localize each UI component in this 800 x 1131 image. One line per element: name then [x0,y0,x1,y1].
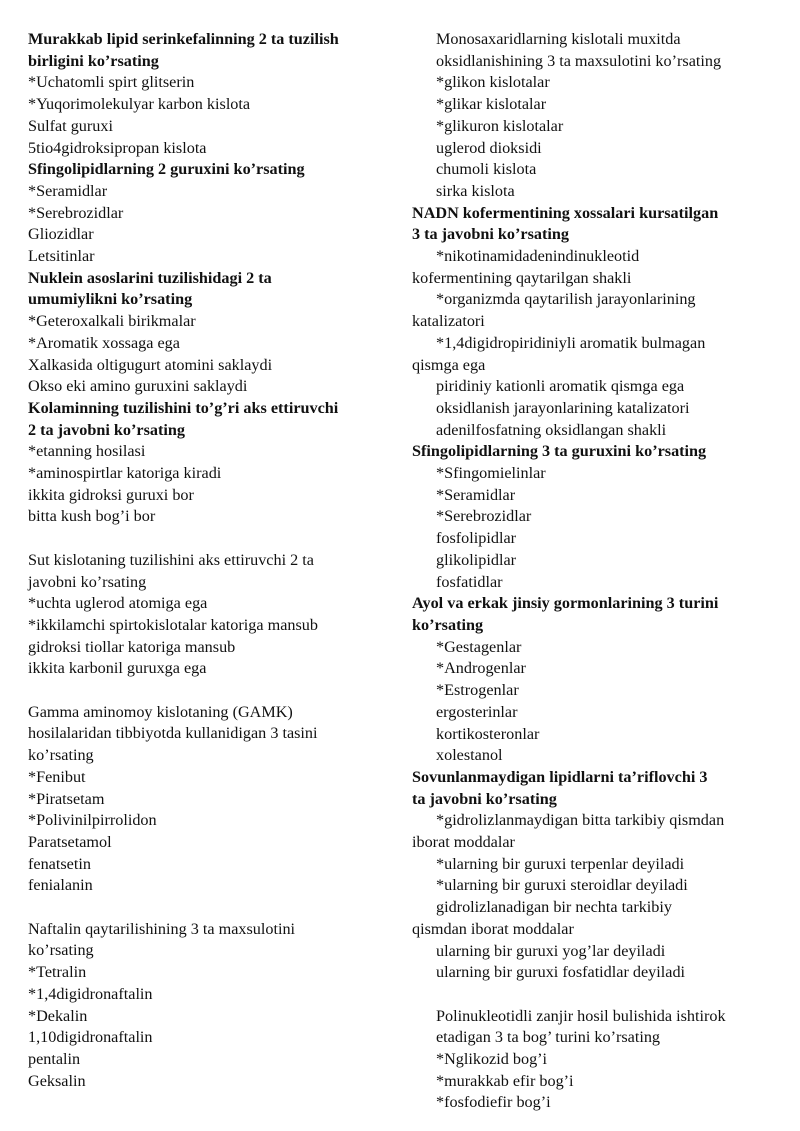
blank-line [28,680,398,702]
answer-option: Geksalin [28,1071,86,1090]
answer-option: kortikosteronlar [436,724,540,743]
answer-option: *Fenibut [28,767,86,786]
answer-option: oksidlanish jarayonlarining katalizatori [436,398,690,417]
answer-option: fenatsetin [28,854,91,873]
answer-option: *Sfingomielinlar [436,464,546,483]
question-text: ko’rsating [28,746,94,765]
question-text: Nuklein asoslarini tuzilishidagi 2 ta [28,268,272,287]
answer-option: ularning bir guruxi fosfatidlar deyiladi [436,963,686,982]
answer-option: ularning bir guruxi yog’lar deyiladi [436,941,666,960]
question-text: Sut kislotaning tuzilishini aks ettiruvchi 2 ta [28,550,314,569]
question-text: Gamma aminomoy kislotaning (GAMK) [28,702,293,721]
answer-option: *Estrogenlar [436,681,519,700]
question-text: Sovunlanmaydigan lipidlarni ta’riflovchi 3 [412,767,708,786]
answer-option: *Polivinilpirrolidon [28,811,157,830]
right-column [412,29,784,1114]
question-text: hosilalaridan tibbiyotda kullanidigan 3 tasini [28,724,318,743]
question-text: ko’rsating [412,615,484,634]
answer-option: *uchta uglerod atomiga ega [28,594,208,613]
answer-option: *ikkilamchi spirtokislotalar katoriga mansub [28,615,318,634]
answer-option: *Aromatik xossaga ega [28,333,180,352]
answer-option: ikkita gidroksi guruxi bor [28,485,194,504]
answer-option: *aminospirtlar katoriga kiradi [28,464,222,483]
answer-option: Letsitinlar [28,247,95,266]
answer-option: bitta kush bog’i bor [28,507,156,526]
answer-option-continuation: kofermentining qaytarilgan shakli [412,268,632,287]
answer-option: *Uchatomli spirt glitserin [28,73,195,92]
answer-option: Paratsetamol [28,832,112,851]
answer-option: gidrolizlanadigan bir nechta tarkibiy [436,898,672,917]
left-column [28,29,398,1092]
answer-option: *Seramidlar [28,181,108,200]
question-block [412,767,784,984]
answer-option: *Dekalin [28,1006,88,1025]
question-block [28,398,398,528]
question-text: Sfingolipidlarning 3 ta guruxini ko’rsating [412,442,707,461]
answer-option: sirka kislota [436,181,515,200]
answer-option: ergosterinlar [436,702,518,721]
question-text: Monosaxaridlarning kislotali muxitda [436,30,681,48]
answer-option: *1,4digidronaftalin [28,984,153,1003]
answer-option: adenilfosfatning oksidlangan shakli [436,420,667,439]
question-text: Sfingolipidlarning 2 guruxini ko’rsating [28,160,305,179]
answer-option-continuation: qismdan iborat moddalar [412,919,574,938]
question-block [412,593,784,767]
answer-option: chumoli kislota [436,160,537,179]
answer-option: Sulfat guruxi [28,116,113,135]
question-text: Ayol va erkak jinsiy gormonlarining 3 turini [412,594,719,613]
question-text: ko’rsating [28,941,94,960]
question-text: ta javobni ko’rsating [412,789,557,808]
answer-option: *murakkab efir bog’i [436,1071,574,1090]
answer-option: *nikotinamidadenindinukleotid [436,247,640,266]
question-block [28,268,398,398]
answer-option: *organizmda qaytarilish jarayonlarining [436,290,696,309]
answer-option: 1,10digidronaftalin [28,1028,153,1047]
question-text: Murakkab lipid serinkefalinning 2 ta tuzilish [28,30,339,48]
answer-option: glikolipidlar [436,550,517,569]
answer-option: *Piratsetam [28,789,105,808]
answer-option: *Serebrozidlar [28,203,124,222]
answer-option: *Nglikozid bog’i [436,1050,548,1069]
blank-line [28,528,398,550]
question-text: NADN kofermentining xossalari kursatilgan [412,203,719,222]
answer-option: *Androgenlar [436,659,526,678]
answer-option: *Yuqorimolekulyar karbon kislota [28,95,251,114]
question-text: Kolaminning tuzilishini to’g’ri aks ettiruvchi [28,398,339,417]
question-block [412,203,784,442]
question-text: Naftalin qaytarilishining 3 ta maxsulotini [28,919,296,938]
question-block [412,1006,784,1115]
answer-option: *ularning bir guruxi terpenlar deyiladi [436,854,685,873]
answer-option: xolestanol [436,746,503,765]
question-block [28,29,398,159]
answer-option: fenialanin [28,876,93,895]
answer-option: *etanning hosilasi [28,442,146,461]
answer-option: ikkita karbonil guruxga ega [28,659,207,678]
answer-option: *Gestagenlar [436,637,522,656]
question-text: javobni ko’rsating [28,572,147,591]
answer-option-continuation: iborat moddalar [412,833,515,852]
question-block [28,919,398,1093]
answer-option: fosfolipidlar [436,529,517,548]
answer-option: Gliozidlar [28,225,94,244]
answer-option-continuation: katalizatori [412,312,485,331]
question-text: etadigan 3 ta bog’ turini ko’rsating [436,1028,661,1047]
question-block [28,702,398,897]
question-block [28,159,398,268]
answer-option: *Seramidlar [436,485,516,504]
question-block [28,550,398,680]
question-text: birligini ko’rsating [28,51,159,70]
answer-option: Xalkasida oltigugurt atomini saklaydi [28,355,273,374]
question-text: Polinukleotidli zanjir hosil bulishida ishtirok [436,1006,726,1025]
answer-option: Okso eki amino guruxini saklaydi [28,377,248,396]
answer-option: *glikuron kislotalar [436,116,564,135]
blank-line [412,984,784,1006]
answer-option: pentalin [28,1050,81,1068]
answer-option: *gidrolizlanmaydigan bitta tarkibiy qismdan [436,811,725,830]
question-text: oksidlanishining 3 ta maxsulotini ko’rsating [436,51,722,70]
answer-option: gidroksi tiollar katoriga mansub [28,637,236,656]
answer-option: *fosfodiefir bog’i [436,1093,551,1112]
question-text: 3 ta javobni ko’rsating [412,225,569,244]
blank-line [28,897,398,919]
answer-option: fosfatidlar [436,572,503,591]
answer-option: piridiniy kationli aromatik qismga ega [436,377,685,396]
answer-option: uglerod dioksidi [436,138,542,157]
answer-option: *glikon kislotalar [436,73,550,92]
question-block [412,29,784,203]
answer-option: *Tetralin [28,963,87,982]
answer-option: *1,4digidropiridiniyli aromatik bulmagan [436,333,706,352]
answer-option-continuation: qismga ega [412,355,486,374]
question-block [412,441,784,593]
answer-option: *ularning bir guruxi steroidlar deyiladi [436,876,688,895]
answer-option: *Serebrozidlar [436,507,532,526]
question-text: 2 ta javobni ko’rsating [28,420,185,439]
question-text: umumiylikni ko’rsating [28,290,193,309]
answer-option: *glikar kislotalar [436,95,547,114]
answer-option: *Geteroxalkali birikmalar [28,312,196,331]
answer-option: 5tio4gidroksipropan kislota [28,138,207,157]
